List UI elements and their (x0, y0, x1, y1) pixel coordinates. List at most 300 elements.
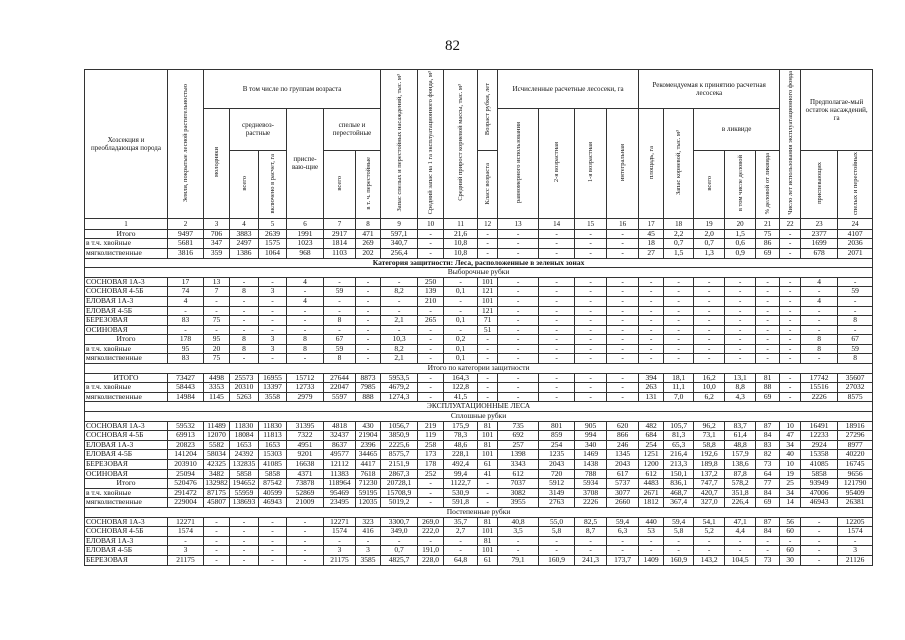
table-cell: 12271 (324, 517, 356, 527)
table-cell: - (780, 373, 801, 383)
table-cell: 2151,9 (381, 460, 418, 470)
table-cell: 14984 (168, 392, 204, 402)
table-cell: 520476 (168, 479, 204, 489)
table-cell: - (756, 546, 780, 556)
table-cell: 191,0 (418, 546, 444, 556)
column-number: 13 (498, 218, 539, 229)
table-cell: 27644 (324, 373, 356, 383)
table-cell: 905 (575, 421, 607, 431)
table-cell: 0,7 (381, 546, 418, 556)
table-cell: 1699 (801, 239, 838, 249)
section-row (85, 412, 873, 422)
table-row (85, 373, 873, 383)
table-cell: 7037 (498, 479, 539, 489)
table-cell: 75 (204, 354, 230, 364)
table-cell: - (498, 239, 539, 249)
table-cell: - (259, 536, 287, 546)
table-cell: 8,8 (725, 383, 756, 393)
table-cell: - (418, 479, 444, 489)
table-cell: - (756, 536, 780, 546)
table-cell: - (381, 536, 418, 546)
header-liquid: в ликвиде (694, 109, 780, 151)
table-cell: 1574 (838, 527, 873, 537)
table-cell: - (838, 277, 873, 287)
table-row (85, 450, 873, 460)
table-cell: 5858 (230, 469, 259, 479)
table-cell: - (539, 325, 575, 335)
table-cell: 23495 (324, 498, 356, 508)
table-cell: 210 (418, 296, 444, 306)
table-cell: 35607 (838, 373, 873, 383)
table-cell: - (639, 325, 664, 335)
table-cell: 83 (168, 316, 204, 326)
table-cell: 16745 (838, 460, 873, 470)
table-cell: 157,9 (725, 450, 756, 460)
table-cell: 150,1 (664, 469, 694, 479)
table-cell: 420,7 (694, 488, 725, 498)
table-cell: 3 (168, 546, 204, 556)
table-row (85, 536, 873, 546)
row-label: в т.ч. хвойные (85, 239, 168, 249)
header-age-class: Класс возраста (478, 150, 498, 218)
table-cell: - (639, 296, 664, 306)
table-cell: - (324, 536, 356, 546)
table-row (85, 296, 873, 306)
table-cell: 866 (607, 431, 639, 441)
table-cell: 1145 (204, 392, 230, 402)
table-cell: 2497 (230, 239, 259, 249)
table-cell: - (607, 316, 639, 326)
table-cell: 254 (539, 440, 575, 450)
table-cell: - (287, 287, 324, 297)
table-cell: 250 (418, 277, 444, 287)
table-cell: 788 (575, 469, 607, 479)
table-cell: 82,5 (575, 517, 607, 527)
table-cell: 40 (780, 450, 801, 460)
table-cell: 692 (498, 431, 539, 441)
table-cell: - (780, 536, 801, 546)
table-cell: 1574 (324, 527, 356, 537)
table-cell: 10 (780, 460, 801, 470)
header-maturing: приспе-ваю-щие (287, 109, 324, 219)
table-cell: - (444, 536, 478, 546)
table-cell: - (801, 306, 838, 316)
column-number: 7 (324, 218, 356, 229)
table-cell: - (539, 296, 575, 306)
table-cell: 101 (478, 277, 498, 287)
section-row (85, 268, 873, 278)
table-cell: 1653 (259, 440, 287, 450)
row-label: БЕРЕЗОВАЯ (85, 555, 168, 565)
table-cell: 15712 (287, 373, 324, 383)
table-cell: - (287, 527, 324, 537)
table-cell: 968 (287, 248, 324, 258)
row-label: СОСНОВАЯ 1А-3 (85, 421, 168, 431)
table-cell: - (230, 527, 259, 537)
table-cell: 20823 (168, 440, 204, 450)
table-cell: - (575, 296, 607, 306)
section-row (85, 258, 873, 268)
header-area-total: Земли, покрытые лесной растительностью (168, 70, 204, 219)
table-cell: 24392 (230, 450, 259, 460)
table-cell: 323 (356, 517, 381, 527)
table-cell: 612 (639, 469, 664, 479)
header-incl-overmature: в т. ч. перестойные (356, 150, 381, 218)
table-cell: - (259, 277, 287, 287)
table-cell: 4,4 (725, 527, 756, 537)
table-row (85, 325, 873, 335)
table-cell: - (539, 316, 575, 326)
column-number: 22 (780, 218, 801, 229)
table-row (85, 431, 873, 441)
table-cell: - (418, 335, 444, 345)
table-cell: - (539, 392, 575, 402)
table-cell: - (498, 296, 539, 306)
column-number: 5 (259, 218, 287, 229)
table-cell: - (780, 277, 801, 287)
table-cell: 65,3 (664, 440, 694, 450)
table-cell: 67 (838, 335, 873, 345)
table-cell: - (838, 296, 873, 306)
table-cell: 801 (539, 421, 575, 431)
header-young: молодняки (204, 109, 230, 219)
table-cell: - (575, 536, 607, 546)
table-cell: 9497 (168, 229, 204, 239)
table-cell: 1438 (575, 460, 607, 470)
table-cell: - (607, 306, 639, 316)
table-cell: 45807 (204, 498, 230, 508)
table-cell: 3482 (204, 469, 230, 479)
table-cell: - (639, 306, 664, 316)
table-cell: - (498, 248, 539, 258)
column-number: 24 (838, 218, 873, 229)
table-cell: 2,1 (381, 316, 418, 326)
table-cell: 213,3 (664, 460, 694, 470)
section-title: ЭКСПЛУАТАЦИОННЫЕ ЛЕСА (85, 402, 873, 412)
table-cell: 2071 (838, 248, 873, 258)
table-cell: 8 (230, 335, 259, 345)
table-cell: 256,4 (381, 248, 418, 258)
header-avg-increment: Средний прирост корневой массы, тыс. м³ (444, 70, 478, 219)
table-cell: - (694, 296, 725, 306)
table-cell: 471 (356, 229, 381, 239)
table-cell: 617 (607, 469, 639, 479)
table-cell: - (575, 306, 607, 316)
table-cell: 178 (168, 335, 204, 345)
table-cell: 11383 (324, 469, 356, 479)
table-cell: 327,0 (694, 498, 725, 508)
table-cell: 25 (780, 479, 801, 489)
table-cell: - (539, 344, 575, 354)
table-cell: 2,0 (694, 229, 725, 239)
table-cell: - (575, 316, 607, 326)
table-cell: 173 (418, 450, 444, 460)
table-cell: 8 (287, 344, 324, 354)
table-cell: 3 (259, 344, 287, 354)
table-cell: 3955 (498, 498, 539, 508)
table-cell: - (694, 335, 725, 345)
row-label: мягколиственные (85, 498, 168, 508)
table-cell: - (478, 498, 498, 508)
table-cell: - (230, 546, 259, 556)
table-cell: 5582 (204, 440, 230, 450)
table-cell: 8873 (356, 373, 381, 383)
table-cell: 93949 (801, 479, 838, 489)
row-label: ОСИНОВАЯ (85, 325, 168, 335)
column-number: 15 (575, 218, 607, 229)
table-cell: 2377 (801, 229, 838, 239)
table-cell: 1,5 (664, 248, 694, 258)
table-cell: 4825,7 (381, 555, 418, 565)
table-cell: - (444, 296, 478, 306)
table-cell: 61 (478, 555, 498, 565)
table-cell: - (801, 555, 838, 565)
table-cell: 121 (478, 306, 498, 316)
table-cell: 95469 (324, 488, 356, 498)
table-cell: 59532 (168, 421, 204, 431)
table-cell: 3,5 (498, 527, 539, 537)
table-cell: 12070 (204, 431, 230, 441)
header-middle-total: всего (230, 150, 259, 218)
table-cell: 8,7 (575, 527, 607, 537)
table-cell: - (801, 536, 838, 546)
table-cell: 86 (756, 239, 780, 249)
table-cell: 21009 (287, 498, 324, 508)
table-cell: 3082 (498, 488, 539, 498)
table-cell: 5,2 (694, 527, 725, 537)
column-number: 21 (756, 218, 780, 229)
table-cell: 4 (287, 296, 324, 306)
table-cell: - (324, 296, 356, 306)
table-cell: 2,7 (444, 527, 478, 537)
table-cell: 96,2 (694, 421, 725, 431)
header-area-ha: площадь, га (639, 109, 664, 219)
table-cell: 1200 (639, 460, 664, 470)
table-cell: 2979 (287, 392, 324, 402)
table-cell: - (801, 517, 838, 527)
table-cell: 60 (780, 546, 801, 556)
table-cell: 12112 (324, 460, 356, 470)
header-expected-rest: Предполагае-мый остаток насаждений, га (801, 70, 873, 151)
table-cell: - (230, 555, 259, 565)
table-cell: - (607, 296, 639, 306)
table-cell: - (230, 325, 259, 335)
table-cell: 1023 (287, 239, 324, 249)
header-maturing-rest: приспевающих (801, 150, 838, 218)
table-cell: 349,0 (381, 527, 418, 537)
table-cell: - (575, 546, 607, 556)
table-cell: 73 (756, 555, 780, 565)
table-cell: - (694, 325, 725, 335)
table-cell: 9656 (838, 469, 873, 479)
table-cell: 836,1 (664, 479, 694, 489)
table-cell: - (607, 325, 639, 335)
table-cell: - (498, 287, 539, 297)
table-cell: 46943 (801, 498, 838, 508)
table-cell: - (780, 325, 801, 335)
table-cell: 3 (259, 287, 287, 297)
table-cell: 8,2 (381, 344, 418, 354)
table-cell: 8 (230, 287, 259, 297)
table-cell: 47,1 (725, 517, 756, 527)
table-cell: 0,1 (444, 344, 478, 354)
table-row (85, 344, 873, 354)
table-cell: - (418, 354, 444, 364)
table-cell: 2763 (539, 498, 575, 508)
table-cell: 189,8 (694, 460, 725, 470)
table-cell: - (498, 392, 539, 402)
table-cell: - (168, 536, 204, 546)
table-cell: - (478, 383, 498, 393)
table-cell: 994 (575, 431, 607, 441)
table-cell: - (639, 536, 664, 546)
table-cell: 1,3 (694, 248, 725, 258)
table-cell: 11813 (259, 431, 287, 441)
table-cell: - (725, 316, 756, 326)
table-cell: 0,1 (444, 287, 478, 297)
table-cell: 69 (756, 248, 780, 258)
table-cell: 8,2 (381, 287, 418, 297)
table-cell: 597,1 (381, 229, 418, 239)
table-cell: 11489 (204, 421, 230, 431)
table-cell: 7985 (356, 383, 381, 393)
table-cell: 6,3 (607, 527, 639, 537)
table-cell: 4951 (287, 440, 324, 450)
table-cell: - (287, 517, 324, 527)
row-label: мягколиственные (85, 248, 168, 258)
table-cell: 430 (356, 421, 381, 431)
table-cell: - (575, 239, 607, 249)
table-cell: - (575, 248, 607, 258)
header-age1: 1-я возрастная (575, 109, 607, 219)
table-cell: 3149 (539, 488, 575, 498)
table-cell: - (664, 536, 694, 546)
table-cell: 0,1 (444, 316, 478, 326)
table-cell: - (725, 335, 756, 345)
header-years-use: Число лет использования эксплуатационного фонда (780, 70, 801, 219)
table-cell: - (498, 335, 539, 345)
table-cell: - (356, 277, 381, 287)
table-cell: 59,4 (607, 517, 639, 527)
table-cell: - (204, 325, 230, 335)
table-cell: 58034 (204, 450, 230, 460)
header-mature-over: спелые и перестойные (324, 109, 381, 151)
table-cell: 16638 (287, 460, 324, 470)
table-cell: 27 (639, 248, 664, 258)
table-cell: 104,5 (725, 555, 756, 565)
table-cell: - (478, 373, 498, 383)
table-cell: - (639, 335, 664, 345)
table-cell: 2639 (259, 229, 287, 239)
table-cell: 0,6 (725, 239, 756, 249)
table-row (85, 306, 873, 316)
table-cell: - (230, 536, 259, 546)
table-cell: 58443 (168, 383, 204, 393)
table-cell: 105,7 (664, 421, 694, 431)
table-cell: 291472 (168, 488, 204, 498)
table-cell: 228,1 (444, 450, 478, 460)
row-label: в т.ч. хвойные (85, 488, 168, 498)
table-cell: 4818 (324, 421, 356, 431)
table-cell: - (801, 316, 838, 326)
table-cell: 15358 (801, 450, 838, 460)
table-cell: 81 (478, 517, 498, 527)
row-label: БЕРЕЗОВАЯ (85, 460, 168, 470)
table-cell: 747,7 (694, 479, 725, 489)
section-row (85, 507, 873, 517)
table-cell: - (287, 546, 324, 556)
table-cell: - (725, 354, 756, 364)
table-cell: 3343 (498, 460, 539, 470)
table-cell: 3850,9 (381, 431, 418, 441)
table-cell: 4417 (356, 460, 381, 470)
table-cell: 530,9 (444, 488, 478, 498)
table-cell: - (230, 277, 259, 287)
table-cell: 55959 (230, 488, 259, 498)
table-cell: 132982 (205, 478, 228, 488)
table-cell: - (498, 306, 539, 316)
table-cell: 21175 (168, 555, 204, 565)
header-root-stock: Запас корневой, тыс. м³ (664, 109, 694, 219)
table-cell: - (478, 229, 498, 239)
table-cell: - (756, 325, 780, 335)
table-cell: 2671 (639, 488, 664, 498)
table-cell: - (607, 335, 639, 345)
table-cell: 3585 (356, 555, 381, 565)
table-cell: - (539, 287, 575, 297)
table-cell: - (478, 354, 498, 364)
table-cell: - (259, 306, 287, 316)
column-number: 23 (801, 218, 838, 229)
table-cell: 8575,7 (381, 450, 418, 460)
table-cell: 34 (780, 488, 801, 498)
table-cell: - (575, 373, 607, 383)
table-cell: 143,2 (694, 555, 725, 565)
table-cell: - (607, 344, 639, 354)
table-cell: 351,8 (725, 488, 756, 498)
table-cell: 51 (478, 325, 498, 335)
table-cell: 241,3 (575, 555, 607, 565)
table-cell: 34465 (356, 450, 381, 460)
table-cell: 138693 (230, 498, 259, 508)
table-cell: 83,7 (725, 421, 756, 431)
table-cell: 12035 (356, 498, 381, 508)
table-cell: - (575, 325, 607, 335)
table-row (85, 287, 873, 297)
table-cell: - (725, 287, 756, 297)
table-cell: 720 (539, 469, 575, 479)
table-cell: 222,0 (418, 527, 444, 537)
table-cell: - (356, 296, 381, 306)
table-cell: 59195 (356, 488, 381, 498)
column-number: 9 (381, 218, 418, 229)
table-cell: 81 (478, 421, 498, 431)
table-row (85, 248, 873, 258)
table-cell: - (639, 354, 664, 364)
table-cell: 4371 (287, 469, 324, 479)
table-cell: - (168, 306, 204, 316)
table-cell: 1814 (324, 239, 356, 249)
table-cell: - (780, 229, 801, 239)
row-label: БЕРЕЗОВАЯ (85, 316, 168, 326)
table-row (85, 460, 873, 470)
table-cell: 10,0 (694, 383, 725, 393)
table-cell: 13,1 (725, 373, 756, 383)
row-label: ЕЛОВАЯ 1А-3 (85, 440, 168, 450)
table-cell: 27296 (838, 431, 873, 441)
table-cell: 35,7 (444, 517, 478, 527)
table-cell: 41,5 (444, 392, 478, 402)
